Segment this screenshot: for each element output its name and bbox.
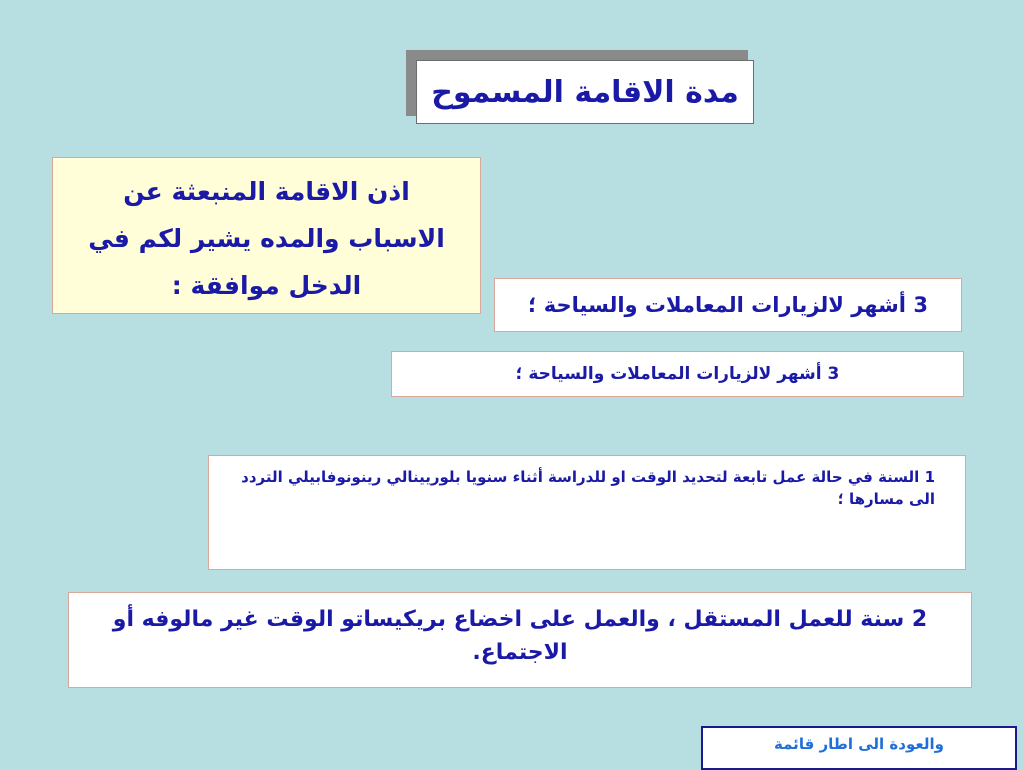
option-box-1 (494, 278, 962, 332)
option-text-4: 2 سنة للعمل المستقل ، والعمل على اخضاع بريكيساتو الوقت غير مالوفه أو الاجتماع. (112, 607, 928, 665)
title-box (416, 60, 754, 124)
option-box-3 (208, 455, 966, 570)
option-text-1: 3 أشهر لالزيارات المعاملات والسياحة ؛ (528, 293, 928, 317)
intro-box (52, 157, 481, 314)
option-box-2 (391, 351, 964, 397)
option-text-3: 1 السنة في حالة عمل تابعة لتحديد الوقت او للدراسة أثناء سنويا بلوريينالي رينونوفابيلي التردد الى مسارها ؛ (241, 468, 935, 508)
page-title: مدة الاقامة المسموح (431, 74, 739, 110)
option-box-4 (68, 592, 972, 688)
intro-text: اذن الاقامة المنبعثة عن الاسباب والمده يشير لكم في الدخل موافقة : (88, 177, 445, 300)
back-to-menu-label: والعودة الى اطار قائمة (774, 735, 944, 753)
option-text-2: 3 أشهر لالزيارات المعاملات والسياحة ؛ (515, 364, 840, 384)
back-to-menu-link[interactable] (701, 726, 1017, 770)
